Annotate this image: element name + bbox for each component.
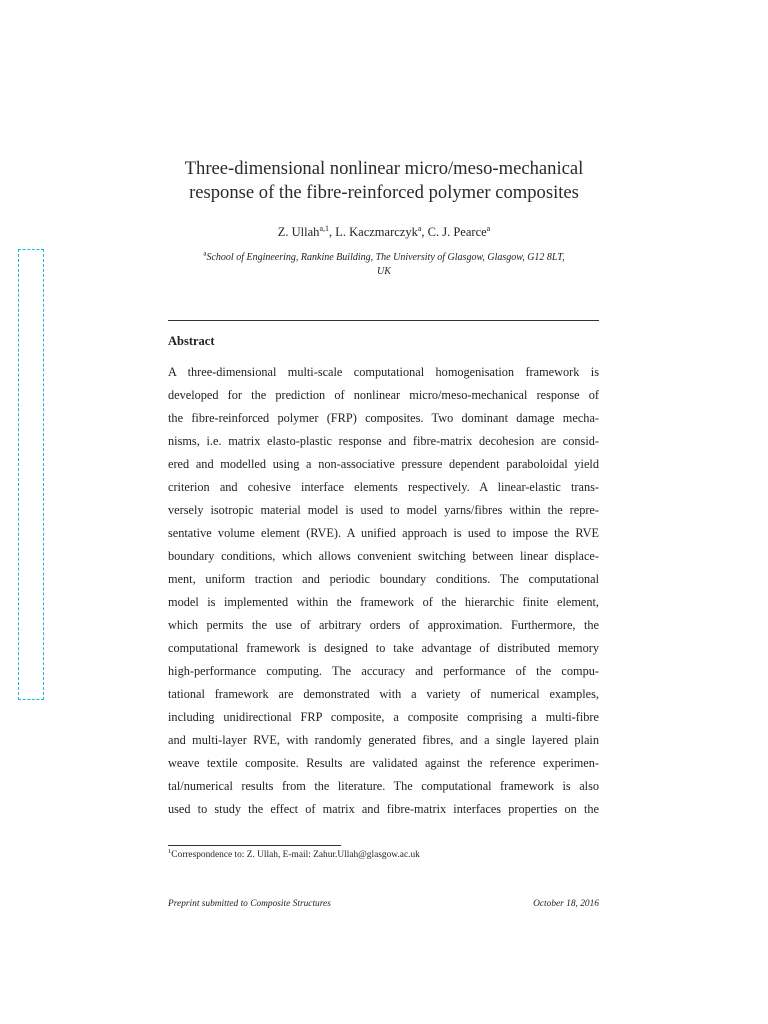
title-line: response of the fibre-reinforced polymer composites — [189, 182, 579, 203]
header-rule — [168, 320, 599, 321]
abstract-line: ered and modelled using a non-associative pressure dependent paraboloidal yield — [168, 457, 599, 471]
footnote — [168, 849, 599, 862]
title-line: Three-dimensional nonlinear micro/meso-mechanical — [184, 158, 584, 179]
author-list — [150, 224, 618, 240]
author-separator: , — [421, 225, 428, 239]
paper-title — [150, 157, 618, 205]
abstract-heading: Abstract — [168, 334, 215, 348]
abstract-line: weave textile composite. Results are validated against the reference experimen- — [168, 756, 599, 770]
abstract-line: versely isotropic material model is used to model yarns/fibres within the repre- — [168, 503, 599, 517]
author-affiliation-mark: a,1 — [319, 223, 329, 233]
preprint-date: October 18, 2016 — [533, 899, 599, 909]
abstract-line: the fibre-reinforced polymer (FRP) composites. Two dominant damage mecha- — [168, 411, 599, 425]
abstract-body — [168, 361, 599, 821]
abstract-line: high-performance computing. The accuracy and performance of the compu- — [168, 664, 599, 678]
abstract-line: developed for the prediction of nonlinear micro/meso-mechanical response of — [168, 388, 599, 402]
abstract-line: tal/numerical results from the literature. The computational framework is also — [168, 779, 599, 793]
affiliation-mark: a — [203, 249, 207, 258]
footnote-mark: 1 — [168, 847, 172, 855]
abstract-line: nisms, i.e. matrix elasto-plastic response and fibre-matrix decohesion are consid- — [168, 434, 599, 448]
author-name: Z. Ullah — [277, 225, 320, 239]
arxiv-id-stamp — [18, 249, 44, 700]
affiliation-line: School of Engineering, Rankine Building, The University of Glasgow, Glasgow, G12 8LT, — [206, 252, 565, 263]
abstract-line: including unidirectional FRP composite, a composite comprising a multi-fibre — [168, 710, 599, 724]
abstract-line: model is implemented within the framework of the hierarchic finite element, — [168, 595, 599, 609]
author-name: L. Kaczmarczyk — [335, 225, 418, 239]
affiliation-line: UK — [377, 266, 391, 277]
abstract-line: which permits the use of arbitrary orders of approximation. Furthermore, the — [168, 618, 599, 632]
abstract-line: used to study the effect of matrix and fibre-matrix interfaces properties on the — [168, 802, 599, 816]
abstract-line: computational framework is designed to take advantage of distributed memory — [168, 641, 599, 655]
footnote-rule — [168, 845, 341, 846]
journal-notice: Preprint submitted to Composite Structures — [168, 899, 331, 909]
affiliation — [168, 251, 600, 279]
author-name: C. J. Pearce — [427, 225, 487, 239]
abstract-line: A three-dimensional multi-scale computational homogenisation framework is — [168, 365, 599, 379]
author-separator: , — [329, 225, 336, 239]
author-affiliation-mark: a — [417, 223, 422, 233]
abstract-line: ment, uniform traction and periodic boundary conditions. The computational — [168, 572, 599, 586]
abstract-line: boundary conditions, which allows convenient switching between linear displace- — [168, 549, 599, 563]
author-affiliation-mark: a — [486, 223, 491, 233]
footnote-text: Correspondence to: Z. Ullah, E-mail: Zahur.Ullah@glasgow.ac.uk — [171, 850, 420, 860]
abstract-line: and multi-layer RVE, with randomly generated fibres, and a single layered plain — [168, 733, 599, 747]
abstract-line: sentative volume element (RVE). A unified approach is used to impose the RVE — [168, 526, 599, 540]
abstract-line: criterion and cohesive interface elements respectively. A linear-elastic trans- — [168, 480, 599, 494]
abstract-line: tational framework are demonstrated with a variety of numerical examples, — [168, 687, 599, 701]
